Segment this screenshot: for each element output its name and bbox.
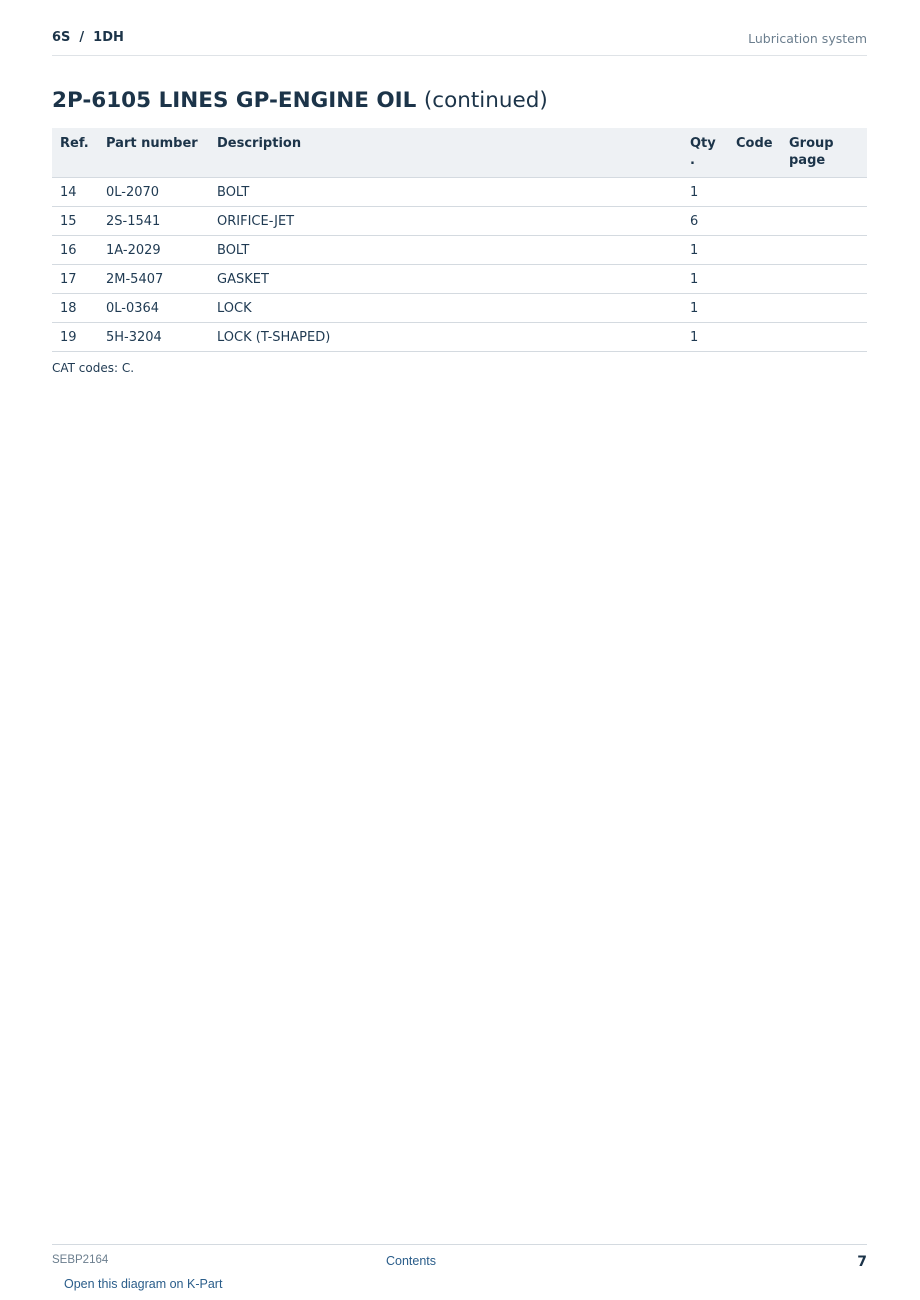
contents-link[interactable]: Contents: [386, 1254, 437, 1268]
cell-code: [728, 294, 781, 323]
cell-qty: 6: [682, 207, 728, 236]
table-row: [52, 178, 867, 207]
cell-group-page: [781, 236, 867, 265]
col-ref: Ref.: [52, 128, 98, 178]
header-row: [52, 128, 867, 178]
cell-part-number: 0L-0364: [98, 294, 209, 323]
cell-ref: 14: [52, 178, 98, 207]
breadcrumb: [52, 30, 124, 45]
col-group-line2: page: [789, 153, 826, 168]
page-title-main: 2P-6105 LINES GP-ENGINE OIL: [52, 88, 417, 113]
cell-part-number: 5H-3204: [98, 323, 209, 352]
col-part-number: Part number: [98, 128, 209, 178]
cell-description: BOLT: [209, 178, 682, 207]
cell-group-page: [781, 207, 867, 236]
cell-part-number: 2S-1541: [98, 207, 209, 236]
parts-table-body: [52, 178, 867, 352]
cell-ref: 18: [52, 294, 98, 323]
cell-description: ORIFICE-JET: [209, 207, 682, 236]
page-header: [52, 28, 867, 56]
parts-table: [52, 128, 867, 352]
col-qty: [682, 128, 728, 178]
cell-ref: 16: [52, 236, 98, 265]
table-row: [52, 207, 867, 236]
cell-qty: 1: [682, 265, 728, 294]
section-name: Lubrication system: [748, 31, 867, 46]
col-code: Code: [728, 128, 781, 178]
breadcrumb-model: 6S: [52, 30, 71, 45]
cell-qty: 1: [682, 323, 728, 352]
cell-ref: 15: [52, 207, 98, 236]
page-footer: [52, 1244, 867, 1275]
cell-code: [728, 207, 781, 236]
breadcrumb-separator: /: [79, 30, 85, 45]
cell-description: BOLT: [209, 236, 682, 265]
cell-part-number: 0L-2070: [98, 178, 209, 207]
cell-code: [728, 323, 781, 352]
col-qty-line2: .: [690, 153, 695, 168]
cell-qty: 1: [682, 236, 728, 265]
cell-part-number: 1A-2029: [98, 236, 209, 265]
kpart-link[interactable]: Open this diagram on K-Part: [64, 1277, 223, 1291]
page-title-suffix: (continued): [423, 88, 548, 113]
table-row: [52, 265, 867, 294]
cell-code: [728, 265, 781, 294]
table-row: [52, 323, 867, 352]
cell-group-page: [781, 294, 867, 323]
cell-qty: 1: [682, 178, 728, 207]
cell-group-page: [781, 323, 867, 352]
cell-part-number: 2M-5407: [98, 265, 209, 294]
cell-group-page: [781, 178, 867, 207]
cell-description: LOCK: [209, 294, 682, 323]
cell-qty: 1: [682, 294, 728, 323]
col-group-line1: Group: [789, 136, 834, 151]
cell-group-page: [781, 265, 867, 294]
cell-ref: 19: [52, 323, 98, 352]
page-number: 7: [857, 1254, 867, 1270]
breadcrumb-serial: 1DH: [93, 30, 124, 45]
cell-description: LOCK (T-SHAPED): [209, 323, 682, 352]
col-description: Description: [209, 128, 682, 178]
parts-table-header: [52, 128, 867, 178]
table-row: [52, 236, 867, 265]
cell-code: [728, 178, 781, 207]
cell-ref: 17: [52, 265, 98, 294]
cell-description: GASKET: [209, 265, 682, 294]
col-group-page: [781, 128, 867, 178]
document-id: SEBP2164: [52, 1254, 109, 1266]
page-title: [52, 88, 548, 113]
cell-code: [728, 236, 781, 265]
col-qty-line1: Qty: [690, 136, 716, 151]
table-row: [52, 294, 867, 323]
cat-codes-note: CAT codes: C.: [52, 361, 135, 375]
